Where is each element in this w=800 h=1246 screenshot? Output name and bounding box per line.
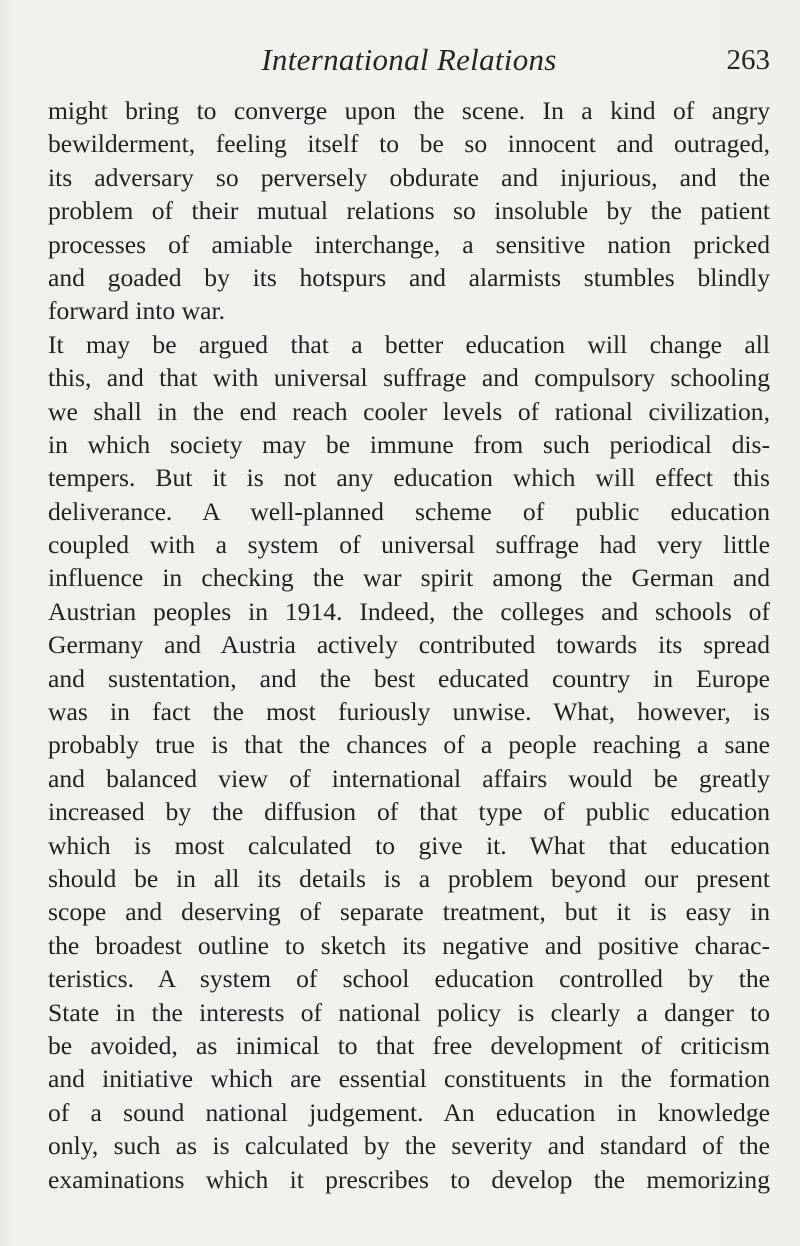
text-line: was in fact the most furiously unwise. What, however, is	[48, 697, 770, 727]
text-line: be avoided, as inimical to that free development of criticism	[48, 1030, 770, 1060]
text-line: State in the interests of national policy is clearly a danger to	[48, 997, 770, 1027]
text-line: influence in checking the war spirit among the German and	[48, 563, 770, 593]
text-line: and sustentation, and the best educated country in Europe	[48, 663, 770, 693]
page-number: 263	[726, 44, 770, 76]
text-line: It may be argued that a better education will change all	[48, 329, 770, 359]
text-line: might bring to converge upon the scene. In a kind of angry	[48, 96, 770, 125]
text-line: scope and deserving of separate treatment, but it is easy in	[48, 897, 770, 927]
running-title: International Relations	[261, 42, 557, 77]
text-line: only, such as is calculated by the severity and standard of the	[48, 1131, 770, 1161]
text-line: and goaded by its hotspurs and alarmists stumbles blindly	[48, 262, 770, 292]
text-line: forward into war.	[48, 296, 225, 326]
body-text	[48, 94, 770, 1196]
text-line: the broadest outline to sketch its negative and positive charac-	[48, 930, 770, 960]
text-line: increased by the diffusion of that type of public education	[48, 797, 770, 827]
text-line: coupled with a system of universal suffrage had very little	[48, 530, 770, 560]
text-line: teristics. A system of school education controlled by the	[48, 964, 770, 994]
page-header	[48, 42, 770, 86]
text-line: deliverance. A well-planned scheme of public education	[48, 496, 770, 526]
text-line: bewilderment, feeling itself to be so innocent and outraged,	[48, 129, 770, 159]
text-line: we shall in the end reach cooler levels of rational civilization,	[48, 396, 770, 426]
text-line: probably true is that the chances of a people reaching a sane	[48, 730, 770, 760]
text-line: problem of their mutual relations so insoluble by the patient	[48, 196, 770, 226]
text-line: should be in all its details is a problem beyond our present	[48, 863, 770, 893]
text-line: and balanced view of international affairs would be greatly	[48, 763, 770, 793]
text-line: and initiative which are essential constituents in the formation	[48, 1064, 770, 1094]
text-line: tempers. But it is not any education which will effect this	[48, 463, 770, 493]
text-line: examinations which it prescribes to develop the memorizing	[48, 1164, 770, 1194]
text-line: Austrian peoples in 1914. Indeed, the colleges and schools of	[48, 596, 770, 626]
text-line: in which society may be immune from such periodical dis-	[48, 429, 770, 459]
text-line: its adversary so perversely obdurate and injurious, and the	[48, 162, 770, 192]
text-line: of a sound national judgement. An education in knowledge	[48, 1097, 770, 1127]
text-line: this, and that with universal suffrage and compulsory schooling	[48, 363, 770, 393]
text-line: which is most calculated to give it. What that education	[48, 830, 770, 860]
text-line: processes of amiable interchange, a sensitive nation pricked	[48, 229, 770, 259]
text-line: Germany and Austria actively contributed towards its spread	[48, 630, 770, 660]
